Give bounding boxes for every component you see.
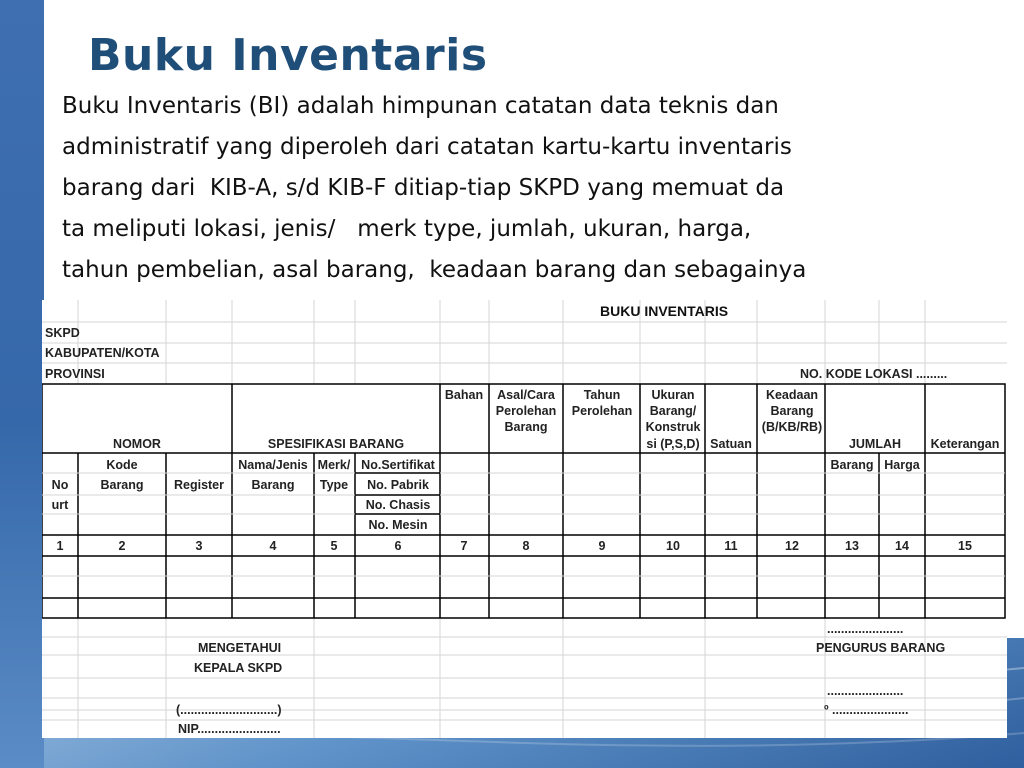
column-number: 12 <box>785 539 799 553</box>
pengurus-barang-label: PENGURUS BARANG <box>816 641 946 655</box>
header-urt: urt <box>51 498 69 512</box>
header-type: Type <box>319 478 349 492</box>
column-number: 6 <box>394 539 402 553</box>
column-number: 13 <box>845 539 859 553</box>
description-line: barang dari KIB-A, s/d KIB-F ditiap-tiap SKPD yang memuat da <box>62 175 785 201</box>
slide-description <box>62 86 962 291</box>
header-sertifikat: No.Sertifikat <box>361 458 435 472</box>
header-bahan: Bahan <box>444 388 484 402</box>
header-asal-2: Perolehan <box>495 404 557 418</box>
column-number: 3 <box>195 539 203 553</box>
provinsi-label: PROVINSI <box>45 367 105 381</box>
form-title: BUKU INVENTARIS <box>600 303 729 319</box>
slide-title: Buku Inventaris <box>88 30 488 81</box>
description-line: administratif yang diperoleh dari catatan kartu-kartu inventaris <box>62 134 792 160</box>
header-kode: Kode <box>106 458 138 472</box>
column-number: 10 <box>666 539 680 553</box>
header-ukuran-4: si (P,S,D) <box>646 437 700 451</box>
kepala-nip: NIP........................ <box>178 722 281 736</box>
sheet-gridlines <box>42 300 1007 738</box>
header-mesin: No. Mesin <box>368 518 428 532</box>
header-spesifikasi: SPESIFIKASI BARANG <box>267 437 405 451</box>
header-jumlah: JUMLAH <box>848 437 902 451</box>
kepala-name-blank: (............................) <box>176 703 282 717</box>
column-number: 11 <box>724 539 738 553</box>
skpd-label: SKPD <box>45 326 80 340</box>
left-accent-bar <box>0 0 44 768</box>
pengurus-name-blank: ...................... <box>827 684 904 698</box>
kode-lokasi-label: NO. KODE LOKASI ......... <box>800 367 948 381</box>
header-jumlah-barang: Barang <box>830 458 874 472</box>
column-number: 8 <box>522 539 530 553</box>
kabupaten-label: KABUPATEN/KOTA <box>45 346 160 360</box>
header-ukuran-1: Ukuran <box>651 388 695 402</box>
column-number: 15 <box>958 539 972 553</box>
header-ukuran-3: Konstruk <box>645 420 701 434</box>
header-keterangan: Keterangan <box>930 437 1000 451</box>
column-number: 9 <box>598 539 606 553</box>
header-harga: Harga <box>884 458 920 472</box>
header-merk: Merk/ <box>317 458 351 472</box>
column-number: 5 <box>330 539 338 553</box>
column-number: 4 <box>269 539 277 553</box>
header-kode-barang: Barang <box>100 478 144 492</box>
column-number: 14 <box>895 539 909 553</box>
header-pabrik: No. Pabrik <box>367 478 429 492</box>
header-tahun-2: Perolehan <box>571 404 633 418</box>
column-number: 1 <box>56 539 64 553</box>
header-register: Register <box>173 478 225 492</box>
description-line: tahun pembelian, asal barang, keadaan barang dan sebagainya <box>62 257 807 283</box>
header-no: No <box>51 478 69 492</box>
date-blank: ...................... <box>827 622 904 636</box>
header-tahun-1: Tahun <box>583 388 621 402</box>
header-asal-3: Barang <box>504 420 548 434</box>
description-line: Buku Inventaris (BI) adalah himpunan catatan data teknis dan <box>62 93 779 119</box>
header-ukuran-2: Barang/ <box>649 404 697 418</box>
header-keadaan-3: (B/KB/RB) <box>761 420 823 434</box>
header-satuan: Satuan <box>710 437 752 451</box>
pengurus-nip-blank: º ...................... <box>824 703 909 717</box>
header-keadaan-2: Barang <box>770 404 814 418</box>
description-line: ta meliputi lokasi, jenis/ merk type, jumlah, ukuran, harga, <box>62 216 752 242</box>
column-number: 7 <box>460 539 468 553</box>
header-keadaan-1: Keadaan <box>765 388 819 402</box>
header-asal-1: Asal/Cara <box>497 388 555 402</box>
inventory-form-sheet <box>42 300 1007 738</box>
header-nomor: NOMOR <box>113 437 161 451</box>
header-nama-jenis: Nama/Jenis <box>238 458 308 472</box>
header-nama-barang: Barang <box>251 478 295 492</box>
column-number: 2 <box>118 539 126 553</box>
header-chasis: No. Chasis <box>365 498 431 512</box>
mengetahui-label: MENGETAHUI <box>198 641 282 655</box>
kepala-skpd-label: KEPALA SKPD <box>194 661 283 675</box>
